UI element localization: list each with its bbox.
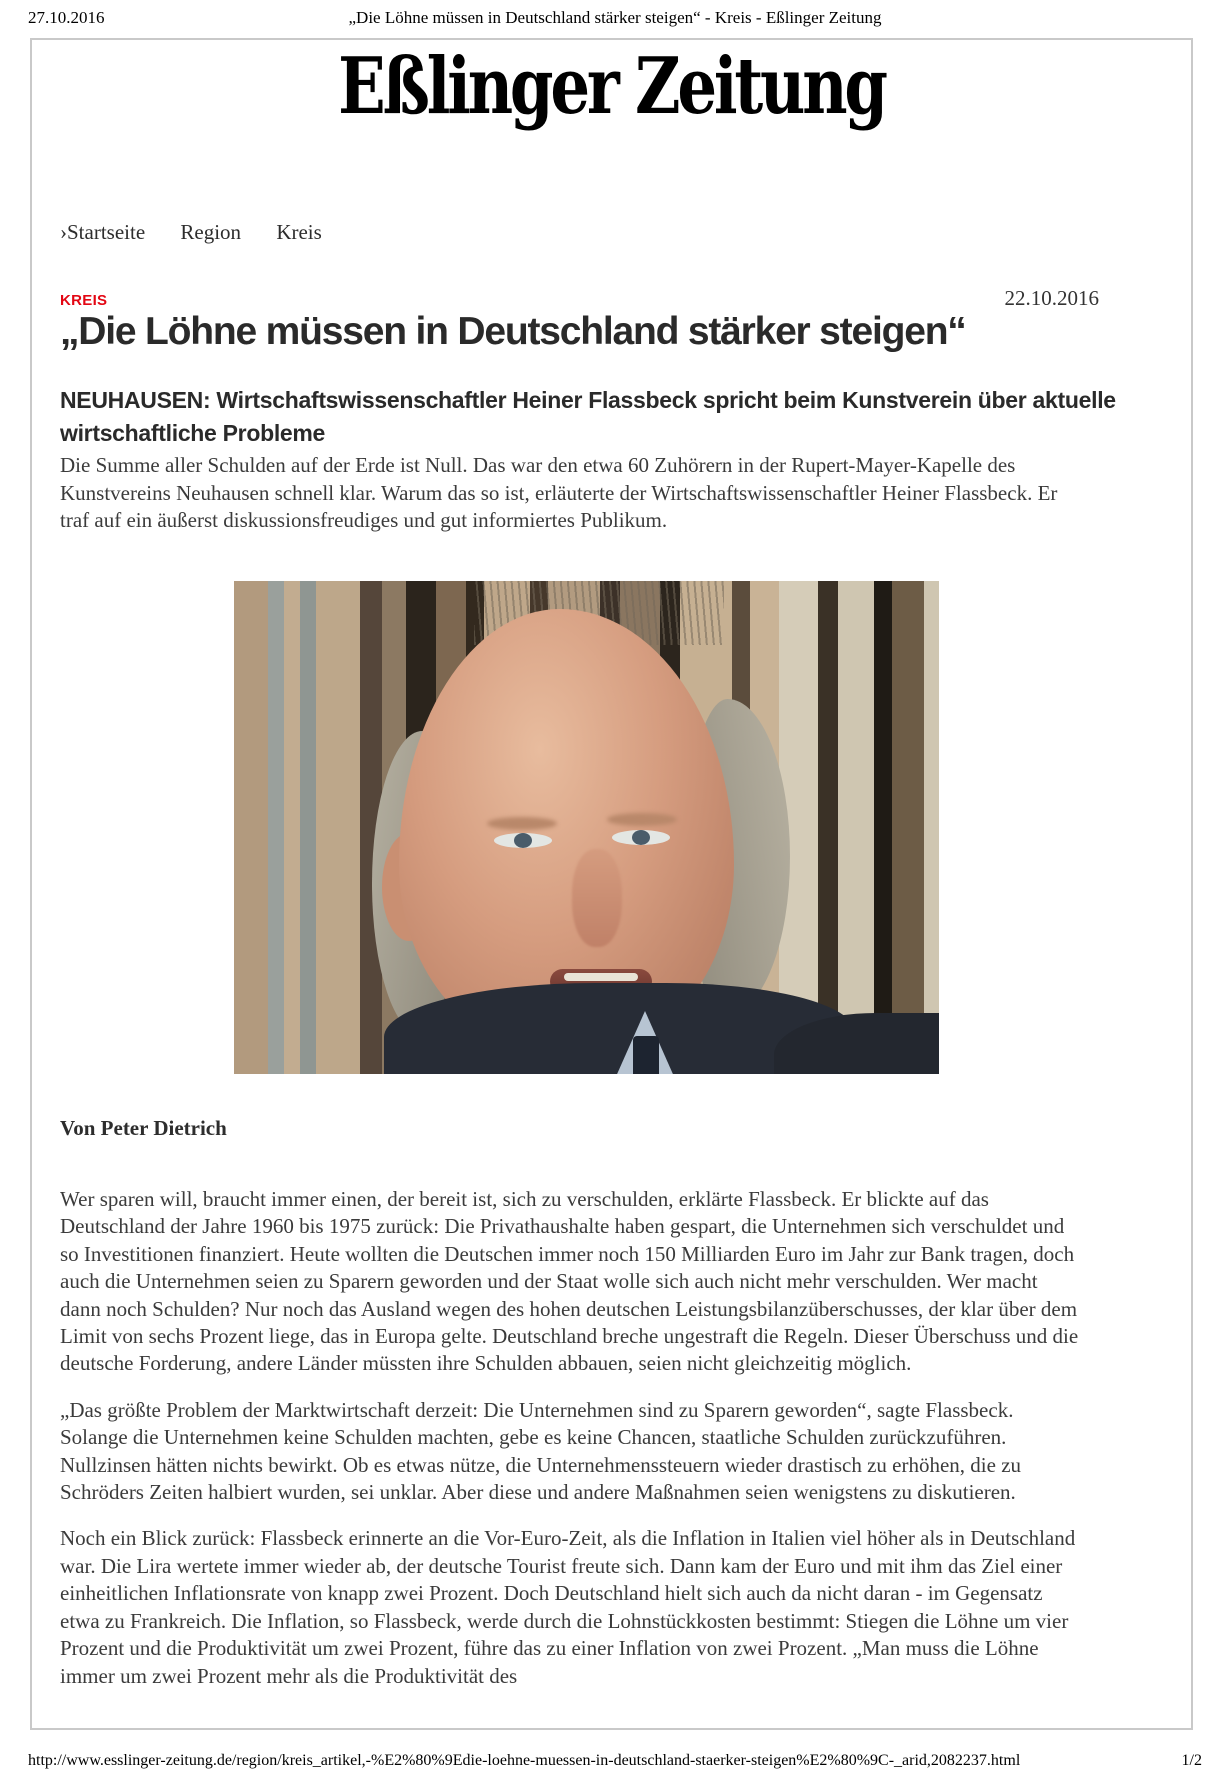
article-paragraph-2: „Das größte Problem der Marktwirtschaft derzeit: Die Unternehmen sind zu Sparern geworden“, sagte Flassbeck. Solange die Unternehmen keine Schulden machten, gebe es keine Chancen, staatliche Schulden zurückzuführen. Nullzinsen hätten nichts bewirkt. Ob es etwas nütze, die Unternehmenssteuern wieder drastisch zu erhöhen, die zu Schröders Zeiten halbiert wurden, sei unklar. Aber diese und andere Maßnahmen seien wenigstens zu diskutieren.: [60, 1397, 1022, 1505]
print-footer-url: http://www.esslinger-zeitung.de/region/kreis_artikel,-%E2%80%9Edie-loehne-muessen-in-deutschland-staerker-steigen%E2%80%9C-_arid,2082237.html: [28, 1752, 1021, 1769]
photo-eyebrow-right: [607, 813, 677, 826]
article-subheadline: NEUHAUSEN: Wirtschaftswissenschaftler Heiner Flassbeck spricht beim Kunstverein über aktuelle wirtschaftliche Probleme: [60, 387, 1116, 446]
article-paragraph-3: Noch ein Blick zurück: Flassbeck erinnerte an die Vor-Euro-Zeit, als die Inflation in Italien viel höher als in Deutschland war. Die Lira wertete immer wieder ab, der deutsche Tourist freute sich. Dann kam der Euro und mit ihm das Ziel einer einheitlichen Inflationsrate von knapp zwei Prozent. Doch Deutschland hielt sich auch da nicht daran - im Gegensatz etwa zu Frankreich. Die Inflation, so Flassbeck, werde durch die Lohnstückkosten bestimmt: Stiegen die Löhne um vier Prozent und die Produktivität um zwei Prozent, führe das zu einer Inflation von zwei Prozent. „Man muss die Löhne immer um zwei Prozent mehr als die Produktivität des: [60, 1526, 1076, 1688]
article-byline: Von Peter Dietrich: [60, 1116, 227, 1140]
article-lead-paragraph: Die Summe aller Schulden auf der Erde ist Null. Das war den etwa 60 Zuhörern in der Rupert-Mayer-Kapelle des Kunstvereins Neuhausen schnell klar. Warum das so ist, erläuterte der Wirtschaftswissenschaftler Heiner Flassbeck. Er traf auf ein äußerst diskussionsfreudiges und gut informiertes Publikum.: [60, 453, 1058, 532]
photo-eye-right: [612, 830, 670, 845]
photo-nose: [572, 849, 622, 947]
print-header-title: „Die Löhne müssen in Deutschland stärker steigen“ - Kreis - Eßlinger Zeitung: [348, 8, 882, 27]
breadcrumb-item-kreis[interactable]: Kreis: [276, 220, 322, 244]
article-category-label: KREIS: [60, 292, 108, 309]
article-paragraph-1: Wer sparen will, braucht immer einen, der bereit ist, sich zu verschulden, erklärte Flassbeck. Er blickte auf das Deutschland der Jahre 1960 bis 1975 zurück: Die Privathaushalte haben gespart, die Unternehmen sich verschuldet und so Investitionen finanziert. Heute wollten die Deutschen immer noch 150 Milliarden Euro im Jahr zur Bank tragen, doch auch die Unternehmen seien zu Sparern geworden und der Staat wolle sich auch nicht mehr verschulden. Wer macht dann noch Schulden? Nur noch das Ausland wegen des hohen deutschen Leistungsbilanzüberschusses, der klar über dem Limit von sechs Prozent liege, das in Europa gelte. Deutschland breche ungestraft die Regeln. Dieser Überschuss und die deutsche Forderung, andere Länder müssten ihre Schulden abbauen, seien nicht gleichzeitig möglich.: [60, 1187, 1079, 1376]
photo-eye-left: [494, 833, 552, 848]
article-date: 22.10.2016: [1004, 286, 1099, 310]
print-header-date: 27.10.2016: [28, 8, 105, 27]
article-page-frame: [30, 38, 1193, 1730]
article-headline: „Die Löhne müssen in Deutschland stärker steigen“: [60, 310, 966, 353]
breadcrumb: [60, 220, 352, 245]
article-body: [60, 1186, 1082, 1709]
breadcrumb-item-region[interactable]: Region: [180, 220, 242, 244]
breadcrumb-item-startseite[interactable]: ›Startseite: [60, 220, 146, 244]
newspaper-masthead-logo: Eßlinger Zeitung: [338, 41, 885, 132]
print-footer-page-number: 1/2: [1181, 1752, 1202, 1769]
photo-eyebrow-left: [487, 817, 557, 830]
photo-tie: [633, 1036, 659, 1074]
article-photo-heiner-flassbeck: [234, 581, 939, 1074]
